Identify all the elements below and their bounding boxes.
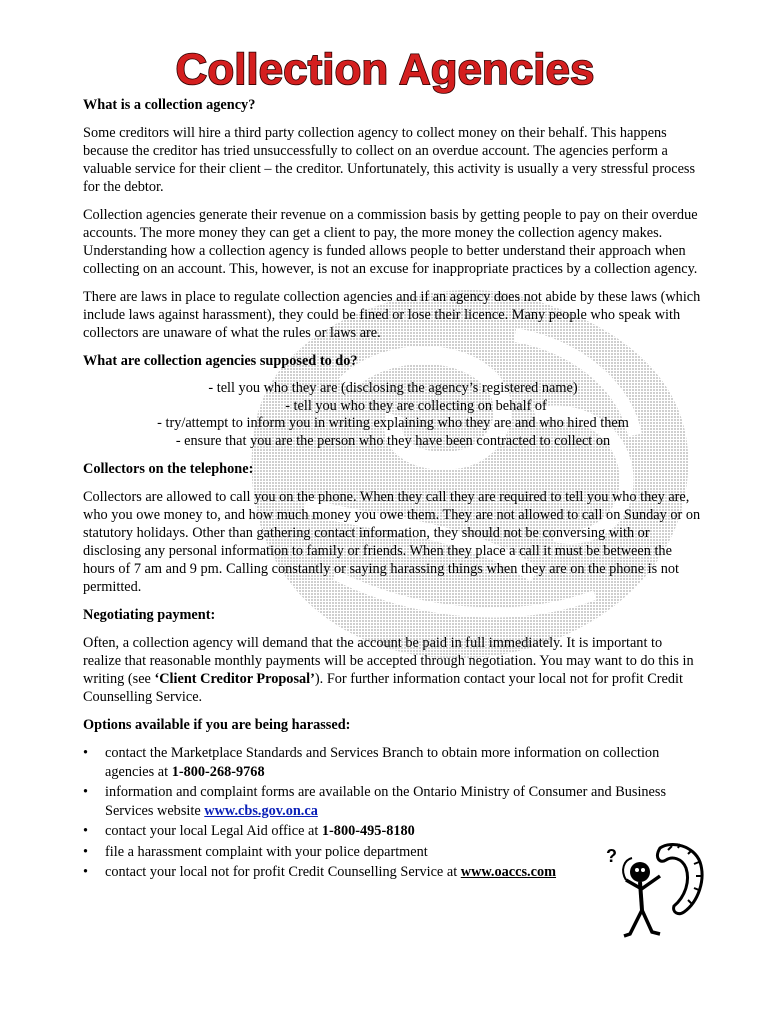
phone-stick-figure-icon (602, 840, 708, 940)
option-text: contact your local Legal Aid office at (105, 823, 322, 839)
supposed-item: - tell you who they are collecting on behalf of (285, 397, 547, 414)
title-text: Collection Agencies (175, 45, 595, 94)
heading-telephone: Collectors on the telephone: (83, 461, 254, 477)
supposed-item: - tell you who they are (disclosing the agency’s registered name) (208, 380, 578, 396)
option-text: file a harassment complaint with your police department (105, 843, 428, 860)
list-item (105, 783, 703, 820)
intro-paragraph-2: Collection agencies generate their revenue on a commission basis by getting people to pay on their overdue accounts. The more money they can get a client to pay, the more money the collection agency makes. Understanding how a collection agency is funded allows people to better understand their approach when collecting on an account. This, however, is not an excuse for inappropriate practices by a collection agency. (83, 207, 698, 277)
negotiating-paragraph (83, 634, 703, 706)
question-mark: ? (606, 846, 617, 866)
telephone-paragraph: Collectors are allowed to call you on the phone. When they call they are required to tell you who they are, who you owe money to, and how much money you owe them. They are not allowed to call on Sunday or on statutory holidays. Other than gathering contact information, they should not be conversing with or disclosing any personal information to family or friends. When they place a call it must be between the hours of 7 am and 9 pm. Calling constantly or saying harassing things when they are on the phone is not permitted. (83, 489, 701, 595)
document-body (83, 96, 703, 884)
oaccs-website-link[interactable]: www.oaccs.com (460, 864, 557, 880)
marketplace-phone: 1-800-268-9768 (171, 763, 265, 780)
option-text: contact your local not for profit Credit Counselling Service at (105, 864, 461, 880)
intro-paragraph-1: Some creditors will hire a third party collection agency to collect money on their behalf. This happens because the creditor has tried unsuccessfully to collect on an overdue account. The agencies perform a valuable service for their client – the creditor. Unfortunately, this activity is usually a very stressful process for the debtor. (83, 125, 696, 195)
negotiating-text-a: Often, a collection agency will demand that the account be paid in full immediately. It is important to realize that reasonable monthly payments will be accepted through negotiation. You may want to do this in writing (see (83, 635, 694, 687)
heading-negotiating: Negotiating payment: (83, 607, 216, 623)
heading-options: Options available if you are being harassed: (83, 717, 351, 733)
legal-aid-phone: 1-800-495-8180 (321, 823, 415, 839)
supposed-item: - ensure that you are the person who they have been contracted to collect on (175, 432, 611, 449)
option-text: contact the Marketplace Standards and Services Branch to obtain more information on collection agencies at (105, 745, 660, 780)
client-creditor-proposal: ‘Client Creditor Proposal’ (154, 671, 315, 687)
cbs-website-link[interactable]: www.cbs.gov.on.ca (204, 802, 318, 819)
option-text: information and complaint forms are available on the Ontario Ministry of Consumer and Business Services website (105, 784, 667, 819)
supposed-item: - try/attempt to inform you in writing explaining who they are and who hired them (157, 415, 629, 431)
heading-what-is: What is a collection agency? (83, 97, 256, 113)
heading-supposed-to-do: What are collection agencies supposed to do? (83, 353, 358, 369)
list-item (105, 822, 703, 841)
supposed-list (83, 380, 703, 450)
page-title (0, 40, 770, 96)
intro-paragraph-3: There are laws in place to regulate collection agencies and if an agency does not abide by these laws (which include laws against harassment), they could be fined or lose their licence. Many people who speak with collectors are unaware of what the rules or laws are. (83, 289, 701, 341)
negotiating-text-b: ). For further information contact your local not for profit Credit Counselling Service. (83, 671, 683, 705)
list-item (105, 744, 703, 781)
